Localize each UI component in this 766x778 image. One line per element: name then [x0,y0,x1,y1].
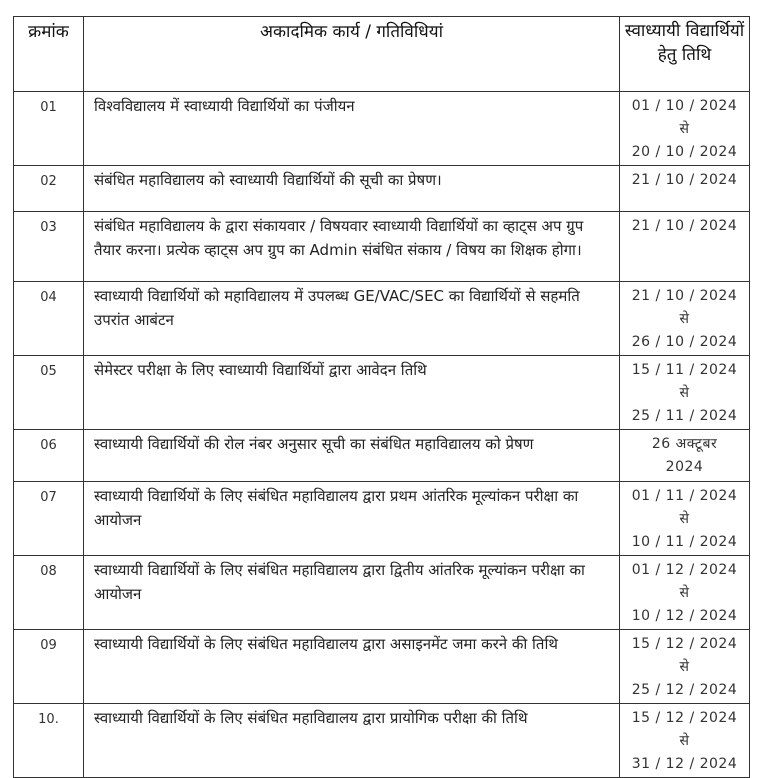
table-row [14,282,750,356]
row-activity: सेमेस्टर परीक्षा के लिए स्वाध्यायी विद्यार्थियों द्वारा आवेदन तिथि [84,356,620,430]
table-body [14,92,750,778]
header-activity: अकादमिक कार्य / गतिविधियां [84,17,620,92]
date-line: 01 / 10 / 2024 [631,98,738,114]
row-date [620,212,750,282]
row-date [620,556,750,630]
row-number: 03 [14,212,84,282]
header-row [14,17,750,92]
table-row [14,630,750,704]
row-date [620,92,750,166]
date-line: से [679,585,690,601]
row-number: 08 [14,556,84,630]
table-row [14,430,750,482]
header-serial: क्रमांक [14,17,84,92]
table-row [14,356,750,430]
row-activity: स्वाध्यायी विद्यार्थियों के लिए संबंधित महाविद्यालय द्वारा प्रायोगिक परीक्षा की तिथि [84,704,620,778]
row-number: 09 [14,630,84,704]
date-line: 01 / 11 / 2024 [631,488,738,504]
date-line: से [679,659,690,675]
row-number: 07 [14,482,84,556]
row-date [620,482,750,556]
row-activity: स्वाध्यायी विद्यार्थियों के लिए संबंधित महाविद्यालय द्वारा असाइनमेंट जमा करने की तिथि [84,630,620,704]
date-line: से [679,385,690,401]
table-row [14,166,750,212]
header-date: स्वाध्यायी विद्यार्थियों हेतु तिथि [620,17,750,92]
date-line: 26 / 10 / 2024 [631,334,738,350]
row-activity: संबंधित महाविद्यालय को स्वाध्यायी विद्यार्थियों की सूची का प्रेषण। [84,166,620,212]
row-number: 10. [14,704,84,778]
row-activity: स्वाध्यायी विद्यार्थियों के लिए संबंधित महाविद्यालय द्वारा द्वितीय आंतरिक मूल्यांकन परीक्षा का आयोजन [84,556,620,630]
date-line: 2024 [665,459,704,475]
table-row [14,704,750,778]
row-activity: स्वाध्यायी विद्यार्थियों के लिए संबंधित महाविद्यालय द्वारा प्रथम आंतरिक मूल्यांकन परीक्षा का आयोजन [84,482,620,556]
date-line: से [679,311,690,327]
row-number: 01 [14,92,84,166]
table-row [14,212,750,282]
row-activity: संबंधित महाविद्यालय के द्वारा संकायवार / विषयवार स्वाध्यायी विद्यार्थियों का व्हाट्स अप ग्रुप तैयार करना। प्रत्येक व्हाट्स अप ग्रुप का Admin संबंधित संकाय / विषय का शिक्षक होगा। [84,212,620,282]
row-date [620,430,750,482]
date-line: 15 / 11 / 2024 [631,362,738,378]
row-date [620,704,750,778]
table-row [14,92,750,166]
row-activity: विश्वविद्यालय में स्वाध्यायी विद्यार्थियों का पंजीयन [84,92,620,166]
date-line: 25 / 12 / 2024 [631,682,738,698]
date-line: 21 / 10 / 2024 [631,172,738,188]
schedule-document [13,16,749,778]
row-number: 05 [14,356,84,430]
table-row [14,482,750,556]
date-line: 31 / 12 / 2024 [631,756,738,772]
row-activity: स्वाध्यायी विद्यार्थियों की रोल नंबर अनुसार सूची का संबंधित महाविद्यालय को प्रेषण [84,430,620,482]
date-line: 20 / 10 / 2024 [631,144,738,160]
date-line: 25 / 11 / 2024 [631,408,738,424]
table-row [14,556,750,630]
date-line: 01 / 12 / 2024 [631,562,738,578]
date-line: 21 / 10 / 2024 [631,288,738,304]
row-number: 02 [14,166,84,212]
schedule-table [13,16,750,778]
row-activity: स्वाध्यायी विद्यार्थियों को महाविद्यालय में उपलब्ध GE/VAC/SEC का विद्यार्थियों से सहमति उपरांत आबंटन [84,282,620,356]
row-date [620,630,750,704]
date-line: से [679,121,690,137]
date-line: 10 / 11 / 2024 [631,534,738,550]
row-number: 04 [14,282,84,356]
date-line: 26 अक्टूबर [651,436,718,452]
date-line: 10 / 12 / 2024 [631,608,738,624]
row-date [620,282,750,356]
date-line: से [679,733,690,749]
row-number: 06 [14,430,84,482]
date-line: 21 / 10 / 2024 [631,218,738,234]
date-line: से [679,511,690,527]
row-date [620,356,750,430]
date-line: 15 / 12 / 2024 [631,710,738,726]
date-line: 15 / 12 / 2024 [631,636,738,652]
row-date [620,166,750,212]
